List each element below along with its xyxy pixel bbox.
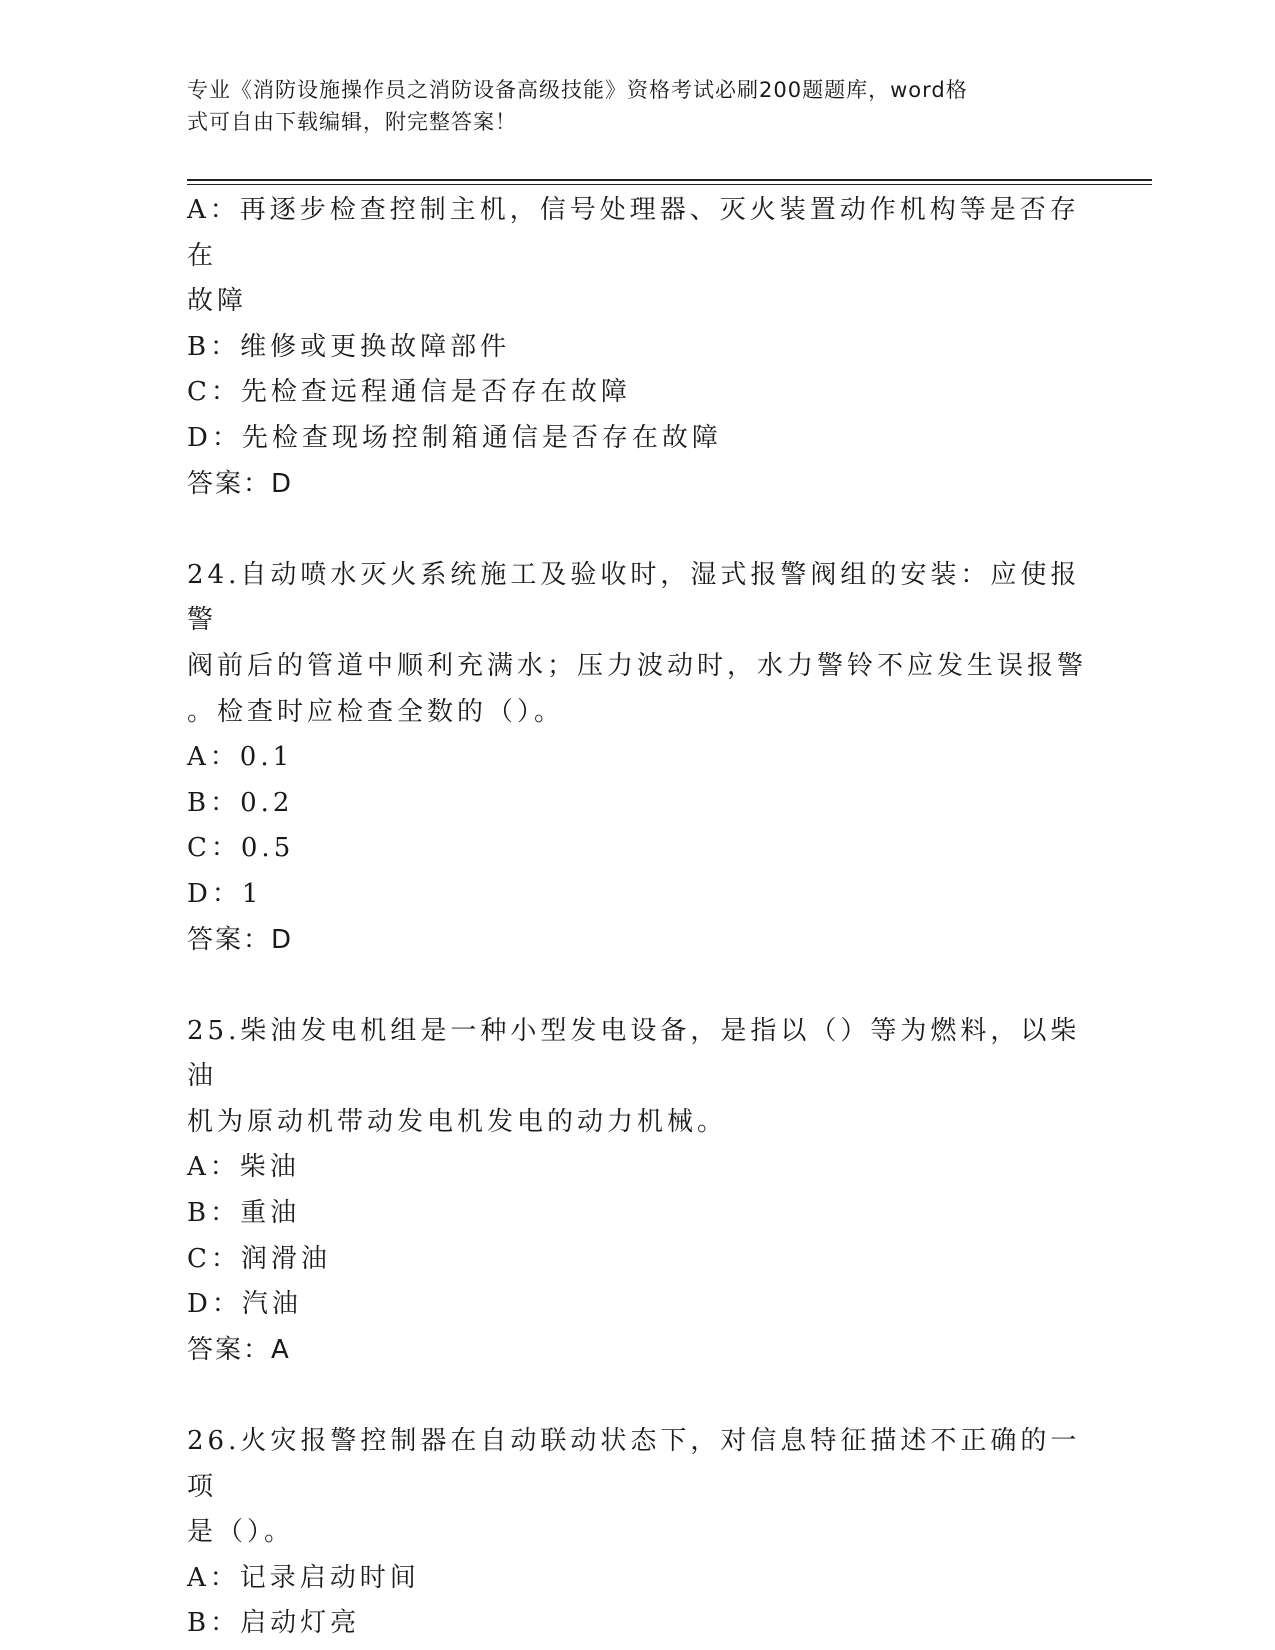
header-divider-thin <box>187 184 1152 185</box>
question-25 <box>187 1009 1087 1374</box>
question-stem-line-3: 。检查时应检查全数的（）。 <box>187 696 565 727</box>
option-d: D：先检查现场控制箱通信是否存在故障 <box>187 422 722 453</box>
question-stem-line-2: 阀前后的管道中顺利充满水；压力波动时，水力警铃不应发生误报警 <box>187 650 1088 681</box>
option-c: C：先检查远程通信是否存在故障 <box>187 377 631 408</box>
question-stem-line-2: 机为原动机带动发电机发电的动力机械。 <box>187 1106 728 1137</box>
spacer <box>187 963 1087 1009</box>
option-c: C：润滑油 <box>187 1243 331 1274</box>
question-23 <box>187 188 1087 507</box>
question-stem-line-1: 24.自动喷水灭火系统施工及验收时，湿式报警阀组的安装：应使报警 <box>187 559 1081 636</box>
option-b: B：启动灯亮 <box>187 1608 361 1639</box>
answer: 答案：D <box>187 468 294 499</box>
answer: 答案：D <box>187 924 294 955</box>
option-a: A：0.1 <box>187 742 294 773</box>
question-26 <box>187 1419 1087 1647</box>
option-b: B：维修或更换故障部件 <box>187 331 511 362</box>
option-d: D：1 <box>187 878 263 909</box>
option-a-line-1: A：再逐步检查控制主机，信号处理器、灭火装置动作机构等是否存在 <box>187 195 1080 271</box>
spacer <box>187 1373 1087 1419</box>
header-title-line-1: 专业《消防设施操作员之消防设备高级技能》资格考试必刷200题题库，word格 <box>187 78 968 102</box>
question-list <box>187 188 1087 1647</box>
option-c: C：0.5 <box>187 833 295 864</box>
option-a-line-2: 故障 <box>187 286 248 317</box>
answer: 答案：A <box>187 1334 291 1365</box>
option-a: A：记录启动时间 <box>187 1562 420 1593</box>
header-divider-thick <box>187 179 1152 181</box>
question-stem-line-1: 26.火灾报警控制器在自动联动状态下，对信息特征描述不正确的一项 <box>187 1426 1081 1502</box>
option-b: B：0.2 <box>187 787 294 818</box>
document-header <box>187 74 1067 138</box>
question-stem-line-2: 是（）。 <box>187 1517 295 1548</box>
header-title-line-2: 式可自由下载编辑，附完整答案！ <box>187 110 517 134</box>
spacer <box>187 507 1087 553</box>
question-24 <box>187 553 1087 963</box>
option-d: D：汽油 <box>187 1289 302 1320</box>
question-stem-line-1: 25.柴油发电机组是一种小型发电设备，是指以（）等为燃料，以柴油 <box>187 1015 1081 1092</box>
option-a: A：柴油 <box>187 1152 300 1183</box>
option-b: B：重油 <box>187 1198 301 1229</box>
